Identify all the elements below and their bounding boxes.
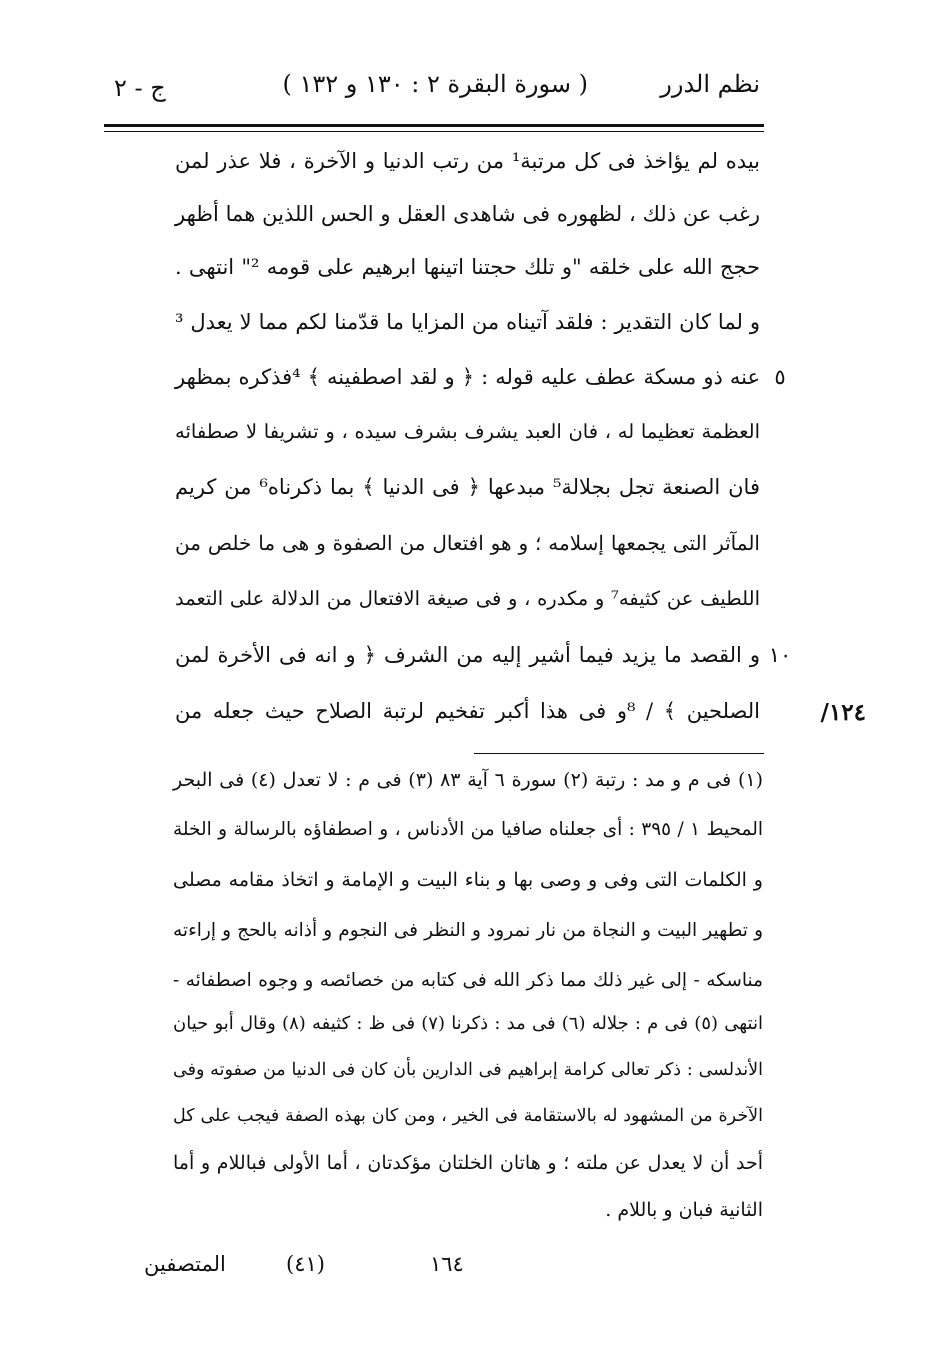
book-title: نظم الدرر bbox=[660, 70, 760, 98]
text-line: و لما كان التقدير : فلقد آتيناه من المزايا ما قدّمنا لكم مما لا يعدل ³ bbox=[175, 310, 760, 334]
text-line: بيده لم يؤاخذ فى كل مرتبة¹ من رتب الدنيا و الآخرة ، فلا عذر لمن bbox=[175, 149, 761, 173]
text-line: الصلحين ﴾ / ⁸و فى هذا أكبر تفخيم لرتبة الصلاح حيث جعله من bbox=[175, 699, 760, 723]
footnote-line: و الكلمات التى وفى و وصى بها و بناء البيت و الإمامة و اتخاذ مقامه مصلى bbox=[173, 869, 763, 891]
footnote-line: انتهى (٥) فى م : جلاله (٦) فى مد : ذكرنا (٧) فى ظ : كثيفه (٨) وقال أبو حيان bbox=[173, 1013, 763, 1034]
line-number-5: ٥ bbox=[774, 365, 786, 389]
footnote-line: المحيط ١ / ٣٩٥ : أى جعلناه صافيا من الأدناس ، و اصطفاؤه بالرسالة و الخلة bbox=[173, 819, 763, 840]
line-number-10: ١٠ bbox=[768, 643, 792, 667]
header-rule-thin bbox=[104, 131, 764, 132]
text-line: المآثر التى يجمعها إسلامه ؛ و هو افتعال من الصفوة و هى ما خلص من bbox=[175, 531, 760, 555]
footnote-line: الأندلسى : ذكر تعالى كرامة إبراهيم فى الدارين بأن كان فى الدنيا من صفوته وفى bbox=[173, 1060, 763, 1080]
manuscript-folio-reference: ١٢٤/ bbox=[820, 699, 866, 726]
footnote-line: الآخرة من المشهود له بالاستقامة فى الخير ، ومن كان بهذه الصفة فيجب على كل bbox=[173, 1106, 763, 1126]
page-header bbox=[100, 62, 760, 112]
signature-code: (٤١) bbox=[286, 1252, 325, 1276]
text-line: حجج الله على خلقه "و تلك حجتنا اتينها ابرهيم على قومه ²" انتهى . bbox=[175, 255, 760, 279]
surah-reference: ( سورة البقرة ٢ : ١٣٠ و ١٣٢ ) bbox=[282, 70, 588, 98]
text-line: عنه ذو مسكة عطف عليه قوله : ﴿ و لقد اصطفينه ﴾ ⁴فذكره بمظهر bbox=[175, 365, 760, 389]
footnote-line: و تطهير البيت و النجاة من نار نمرود و النظر فى النجوم و أذانه بالحج و إراءته bbox=[173, 920, 763, 941]
text-line: رغب عن ذلك ، لظهوره فى شاهدى العقل و الحس اللذين هما أظهر bbox=[175, 202, 760, 226]
footnote-line: أحد أن لا يعدل عن ملته ؛ و هاتان الخلتان مؤكدتان ، أما الأولى فباللام و أما bbox=[173, 1152, 763, 1174]
header-rule-thick bbox=[104, 124, 764, 127]
page-number: ١٦٤ bbox=[430, 1252, 464, 1276]
text-line: فان الصنعة تجل بجلالة⁵ مبدعها ﴿ فى الدنيا ﴾ بما ذكرناه⁶ من كريم bbox=[175, 475, 760, 499]
page-footer bbox=[100, 1252, 760, 1292]
text-line: العظمة تعظيما له ، فان العبد يشرف بشرف سيده ، و تشريفا لا صطفائه bbox=[175, 420, 760, 443]
signature-word: المتصفين bbox=[144, 1252, 226, 1276]
footnote-line: (١) فى م و مد : رتبة (٢) سورة ٦ آية ٨٣ (٣) فى م : لا تعدل (٤) فى البحر bbox=[173, 769, 764, 791]
text-line: اللطيف عن كثيفه⁷ و مكدره ، و فى صيغة الافتعال من الدلالة على التعمد bbox=[175, 587, 760, 610]
footnote-separator bbox=[474, 753, 764, 754]
text-line: و القصد ما يزيد فيما أشير إليه من الشرف ﴿ و انه فى الأخرة لمن bbox=[175, 643, 760, 667]
footnote-line: مناسكه - إلى غير ذلك مما ذكر الله فى كتابه من خصائصه و وجوه اصطفائه - bbox=[173, 970, 763, 991]
footnote-line: الثانية فبان و باللام . bbox=[605, 1199, 763, 1221]
juz-label: ج - ٢ bbox=[114, 74, 166, 102]
